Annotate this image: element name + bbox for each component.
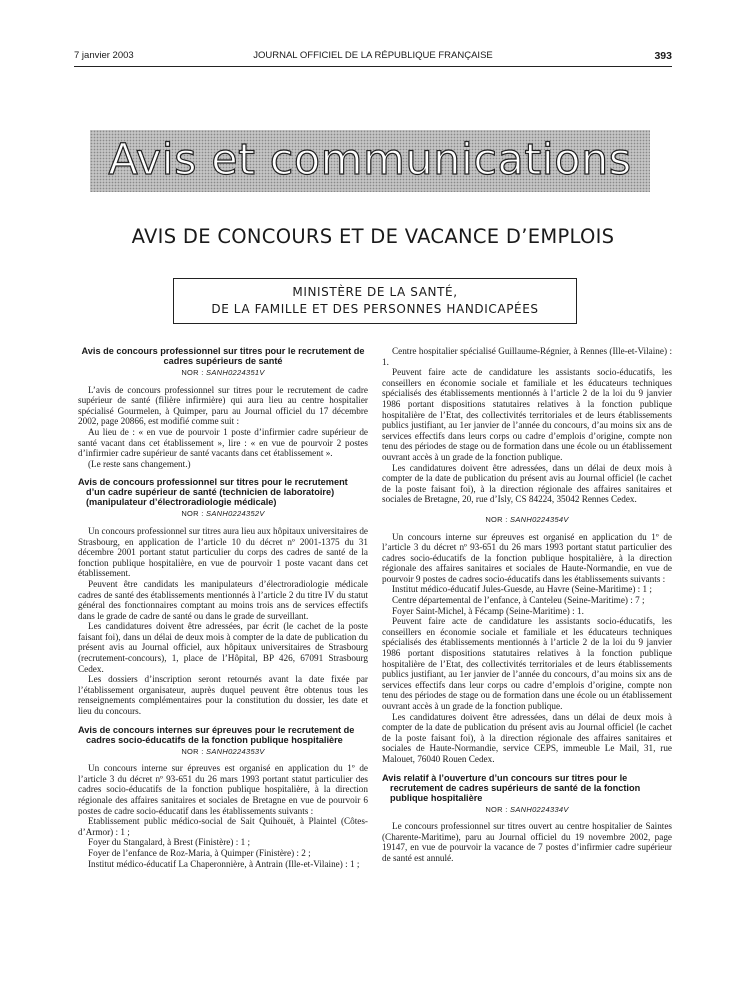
ministry-box <box>173 278 577 324</box>
notice-heading: Avis de concours internes sur épreuves pour le recrutement de cadres socio-éducatifs de la fonction publique hospitalière <box>78 724 355 745</box>
paragraph: Les candidatures doivent être adressées, dans un délai de deux mois à compter de la date de publication du présent avis au Journal officiel (le cachet de la poste faisant foi), à la direction régionale des affaires sanitaires et sociales de Bretagne, 20, rue d’Isly, CS 84224, 35042 Rennes Cedex. <box>382 462 672 505</box>
nor-label: NOR : <box>181 746 204 756</box>
paragraph: Un concours interne sur épreuves est organisé en application du 1º de l’article 3 du décret nº 93-651 du 26 mars 1993 portant statut particulier des cadres socio-éducatifs de la fonction publique hospitalière, à la direction régionale des affaires sanitaires et sociales de Bretagne en vue de pourvoir 6 postes de cadre socio-éducatif dans les établissements suivants : <box>78 763 368 816</box>
notice-cadres-superieurs <box>78 346 368 469</box>
nor-reference <box>78 368 368 379</box>
nor-value: SANH0224354V <box>510 514 569 524</box>
nor-reference <box>382 515 672 526</box>
left-column <box>78 346 368 869</box>
nor-reference <box>78 509 368 520</box>
paragraph: Un concours professionnel sur titres aura lieu aux hôpitaux universitaires de Strasbourg, en application de l’article 10 du décret nº 2001-1375 du 31 décembre 2001 portant statut particulier du corps des cadres de santé de la fonction publique hospitalière, en vue de pourvoir 1 poste vacant dans cet établissement. <box>78 525 368 579</box>
list-item: Foyer Saint-Michel, à Fécamp (Seine-Maritime) : 1. <box>392 605 584 616</box>
ministry-line-2: DE LA FAMILLE ET DES PERSONNES HANDICAPÉES <box>211 302 539 316</box>
list-item: Institut médico-éducatif La Chaperonnière, à Antrain (Ille-et-Vilaine) : 1 ; <box>88 858 360 869</box>
section-banner <box>90 130 650 192</box>
paragraph: Les candidatures doivent être adressées, dans un délai de deux mois à compter de la date de publication du présent avis au Journal officiel (le cachet de la poste faisant foi), à la direction régionale des affaires sanitaires et sociales de Haute-Normandie, service CEPS, immeuble Le Mail, 31, rue Malouet, 76040 Rouen Cedex. <box>382 711 672 764</box>
list-item: Institut médico-éducatif Jules-Guesde, au Havre (Seine-Maritime) : 1 ; <box>392 584 652 595</box>
nor-value: SANH0224352V <box>206 509 265 519</box>
issue-date: 7 janvier 2003 <box>74 50 134 61</box>
ministry-line-1: MINISTÈRE DE LA SANTÉ, <box>292 285 458 299</box>
page-number: 393 <box>654 50 672 62</box>
paragraph: Peuvent être candidats les manipulateurs d’électroradiologie médicale cadres de santé des établissements mentionnés à l’article 2 du titre IV du statut général des fonctionnaires comptant au moins trois ans de services effectifs dans le grade de cadre de santé ou dans le grade de surveillant. <box>78 578 368 621</box>
notice-cadres-socio-educatifs-bretagne <box>78 725 368 870</box>
nor-value: SANH0224351V <box>206 368 265 377</box>
nor-label: NOR : <box>181 368 204 377</box>
notice-annulation-saintes <box>382 773 672 864</box>
list-item: Etablissement public médico-social de Sait Quihouët, à Plaintel (Côtes-d’Armor) : 1 ; <box>78 816 368 837</box>
nor-label: NOR : <box>485 514 508 524</box>
paragraph: Les candidatures doivent être adressées, par écrit (le cachet de la poste faisant foi), dans un délai de deux mois à compter de la date de publication du présent avis au Journal officiel, aux hôpitaux universitaires de Strasbourg (recrutement-concours), 1, place de l’Hôpital, BP 426, 67091 Strasbourg Cedex. <box>78 621 368 674</box>
notice-technicien-laboratoire <box>78 477 368 716</box>
journal-name: JOURNAL OFFICIEL DE LA RÉPUBLIQUE FRANÇAISE <box>253 50 493 61</box>
notice-heading: Avis relatif à l’ouverture d’un concours sur titres pour le recrutement de cadres supérieurs de santé de la fonction publique hospitalière <box>382 772 641 803</box>
nor-label: NOR : <box>485 804 508 814</box>
list-item: Foyer du Stangalard, à Brest (Finistère) : 1 ; <box>88 837 251 848</box>
banner-title: Avis et communications <box>108 135 632 185</box>
list-item: Foyer de l’enfance de Roz-Maria, à Quimper (Finistère) : 2 ; <box>88 847 311 858</box>
notice-heading: Avis de concours professionnel sur titres pour le recrutement de cadres supérieurs de santé <box>81 346 365 366</box>
notice-heading: Avis de concours professionnel sur titres pour le recrutement d’un cadre supérieur de santé (technicien de laboratoire) (manipulateur d’électroradiologie médicale) <box>78 477 348 508</box>
paragraph: Les dossiers d’inscription seront retournés avant la date fixée par l’établissement organisateur, auprès duquel peuvent être obtenus tous les renseignements complémentaires pour la constitution du dossier, les date et lieu du concours. <box>78 674 368 717</box>
list-item: Centre départemental de l’enfance, à Canteleu (Seine-Maritime) : 7 ; <box>392 595 645 606</box>
notice-cadres-socio-educatifs-bretagne-cont <box>382 346 672 505</box>
paragraph: (Le reste sans changement.) <box>88 458 191 469</box>
notice-cadres-socio-educatifs-normandie <box>382 515 672 765</box>
running-head <box>74 50 672 64</box>
nor-value: SANH0224353V <box>206 746 265 756</box>
paragraph: Peuvent faire acte de candidature les assistants socio-éducatifs, les conseillers en économie sociale et familiale et les éducateurs techniques spécialisés des établissements mentionnés à l’article 2 de la loi du 9 janvier 1986 portant dispositions statutaires relatives à la fonction publique hospitalière de l’Etat, des collectivités territoriales et de leurs établissements publics justifiant, au 1er janvier de l’année du concours, d’au moins six ans de services effectifs dans leur corps ou cadre d’emplois d’origine, compte non tenu des périodes de stage ou de formation dans une école ou un établissement ouvrant accès à un grade de la fonction publique. <box>382 616 672 711</box>
right-column <box>382 346 672 864</box>
paragraph: L’avis de concours professionnel sur titres pour le recrutement de cadre supérieur de santé (filière infirmière) qui aura lieu au centre hospitalier spécialisé Gourmelen, à Quimper, paru au Journal officiel du 17 décembre 2002, page 20866, est modifié comme suit : <box>78 384 368 427</box>
header-rule <box>74 66 672 67</box>
paragraph: Le concours professionnel sur titres ouvert au centre hospitalier de Saintes (Charente-Maritime), paru au Journal officiel du 19 novembre 2002, page 19147, en vue de pourvoir la vacance de 7 postes d’infirmier cadre supérieur de santé est annulé. <box>382 821 672 863</box>
list-item: Centre hospitalier spécialisé Guillaume-Régnier, à Rennes (Ille-et-Vilaine) : 1. <box>382 346 672 367</box>
paragraph: Un concours interne sur épreuves est organisé en application du 1º de l’article 3 du décret nº 93-651 du 26 mars 1993 portant statut particulier des cadres socio-éducatifs de la fonction publique hospitalière, à la direction régionale des affaires sanitaires et sociales de Haute-Normandie, en vue de pourvoir 9 postes de cadres socio-éducatifs dans les établissements suivants : <box>382 531 672 584</box>
nor-reference <box>382 805 672 816</box>
section-title: AVIS DE CONCOURS ET DE VACANCE D’EMPLOIS <box>131 225 615 248</box>
paragraph: Peuvent faire acte de candidature les assistants socio-éducatifs, les conseillers en économie sociale et familiale et les éducateurs techniques spécialisés des établissements mentionnés à l’article 2 de la loi du 9 janvier 1986 portant dispositions statutaires relatives à la fonction publique hospitalière de l’Etat, des collectivités territoriales et de leurs établissements publics justifiant, au 1er janvier de l’année du concours, d’au moins six ans de services effectifs dans leurs corps ou cadre d’emplois d’origine, compte non tenu des périodes de stage ou de formation dans une école ou un établissement ouvrant accès à un grade de la fonction publique. <box>382 367 672 462</box>
nor-value: SANH0224334V <box>510 804 569 814</box>
paragraph: Au lieu de : « en vue de pourvoir 1 poste d’infirmier cadre supérieur de santé vacant dans cet établissement », lire : « en vue de pourvoir 2 postes d’infirmier cadre supérieur de santé vacants dans cet établissement ». <box>78 426 368 459</box>
nor-label: NOR : <box>181 509 204 519</box>
nor-reference <box>78 747 368 758</box>
